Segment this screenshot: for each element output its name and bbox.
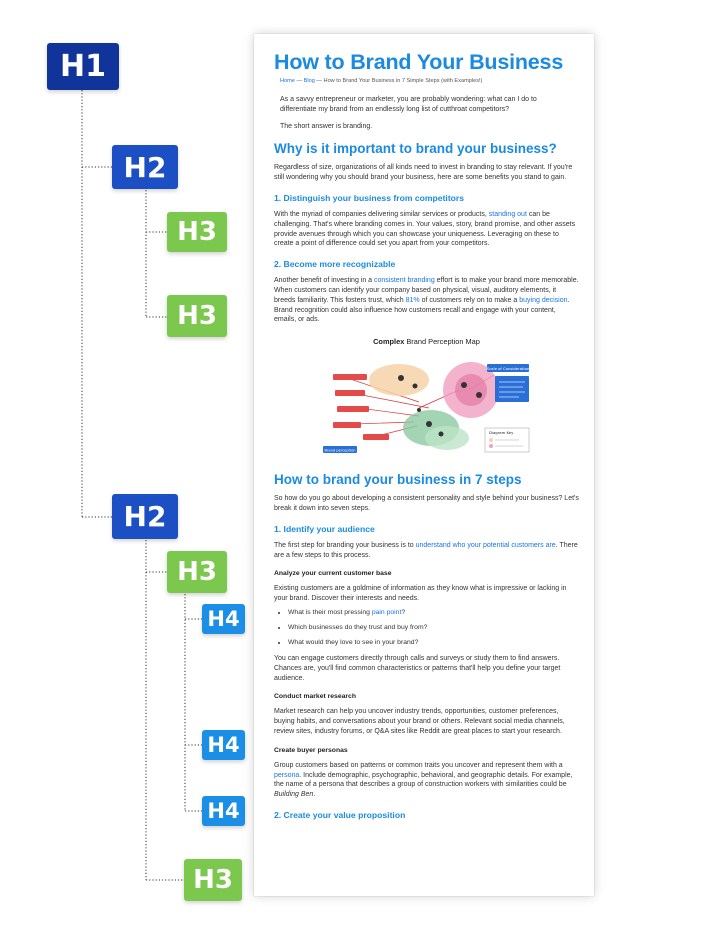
pain-point-link[interactable]: pain point <box>371 608 402 616</box>
section-paragraph: Regardless of size, organizations of all kinds need to invest in branding to stay relevant. If you're still wondering why you should brand your business, here are some benefits you stand to gain. <box>274 164 573 182</box>
intro-paragraph: The short answer is branding. <box>280 122 373 130</box>
paragraph: You can engage customers directly through calls and surveys or study them to find answers. Chances are, you'll find common characteristics or patterns that'll help you define your target audience. <box>274 654 561 682</box>
article-title: How to Brand Your Business <box>274 50 564 74</box>
breadcrumb-home-link[interactable]: Home <box>280 78 295 84</box>
consistent-branding-link[interactable]: consistent branding <box>374 277 435 285</box>
brand-perception-map <box>319 350 534 458</box>
breadcrumb-blog-link[interactable]: Blog <box>303 78 315 84</box>
h4-badge: H4 <box>202 604 245 634</box>
h4-badge: H4 <box>202 730 245 760</box>
article-page <box>254 34 594 896</box>
paragraph: Market research can help you uncover industry trends, opportunities, customer preferences, buying habits, and conversations about your brand or others. Relevant social media channels, review sites, industry forums, or Q&A sites like Reddit are great places to start your research. <box>274 708 565 735</box>
h4-badge: H4 <box>202 796 245 826</box>
buying-decision-link[interactable]: buying decision <box>519 296 568 304</box>
list-item: • What is their most pressing pain point? <box>288 609 579 617</box>
section-paragraph: So how do you go about developing a consistent personality and style behind your business? Let's break it down into seven steps. <box>274 495 579 512</box>
breadcrumb-current: — How to Brand Your Business in 7 Simple Steps (with Examples!) <box>314 78 483 84</box>
list-item: • Which businesses do they trust and buy from? <box>288 624 579 632</box>
subsection-heading: 2. Become more recognizable <box>274 259 396 270</box>
h2-badge: H2 <box>112 494 178 539</box>
bullet-list <box>274 609 579 647</box>
subsection-heading: 2. Create your value proposition <box>274 809 406 820</box>
subsection-paragraph: Another benefit of investing in a consistent branding effort is to make your brand more memorable. When customers can identify your company based on physical, visual, auditory elements, it breeds familiarity. This fosters trust, which 81% of customers rely on to make a buying decision. Brand recognition could also influence how customers recall and engage with your content, emails, or ads. <box>274 277 579 324</box>
minor-heading: Conduct market research <box>274 693 356 701</box>
paragraph: Existing customers are a goldmine of information as they know what is impressive or lacking in your brand. Discover their interests and needs. <box>274 585 567 603</box>
stat-link[interactable]: 81% <box>405 296 420 304</box>
intro-paragraph: As a savvy entrepreneur or marketer, you are probably wondering: what can I do to differentiate my brand from an endlessly long list of cutthroat competitors? <box>280 96 537 113</box>
subsection-paragraph: The first step for branding your business is to understand who your potential customers are. There are a few steps to this process. <box>274 541 578 559</box>
h3-badge: H3 <box>167 212 227 252</box>
svg-text:Brand perception: Brand perception <box>324 448 356 453</box>
section-heading: How to brand your business in 7 steps <box>274 472 522 488</box>
h3-badge: H3 <box>167 551 227 593</box>
h1-badge: H1 <box>47 43 119 90</box>
audience-link[interactable]: understand who your potential customers are <box>415 541 556 549</box>
h3-badge: H3 <box>167 295 227 337</box>
standing-out-link[interactable]: standing out <box>488 210 527 218</box>
svg-text:Scale of Consideration: Scale of Consideration <box>486 366 530 372</box>
subsection-paragraph: With the myriad of companies delivering similar services or products, standing out can be challenging. That's where branding comes in. Your values, story, brand promise, and other assets provide avenues through which you can showcase your uniqueness. Leveraging on these to create a point of difference could set you apart from your competitors. <box>274 210 576 248</box>
minor-heading: Analyze your current customer base <box>274 570 392 578</box>
section-heading: Why is it important to brand your business? <box>274 141 557 157</box>
h3-badge: H3 <box>184 859 242 901</box>
svg-text:Diagram Key: Diagram Key <box>489 430 514 436</box>
subsection-heading: 1. Distinguish your business from competitors <box>274 192 465 203</box>
h2-badge: H2 <box>112 145 178 189</box>
list-item: • What would they love to see in your brand? <box>288 639 579 647</box>
minor-heading: Create buyer personas <box>274 746 348 754</box>
subsection-heading: 1. Identify your audience <box>274 523 375 534</box>
figure-title: Complex Brand Perception Map <box>373 337 480 347</box>
persona-link[interactable]: persona <box>274 771 300 779</box>
breadcrumb: Home — Blog — How to Brand Your Business in 7 Simple Steps (with Examples!) <box>280 78 483 84</box>
paragraph: Group customers based on patterns or common traits you uncover and represent them with a persona. Include demographic, psychographic, behavioral, and geographic details. For example, the name of a persona that describes a group of construction workers with similarities could be Building Ben. <box>274 761 573 799</box>
